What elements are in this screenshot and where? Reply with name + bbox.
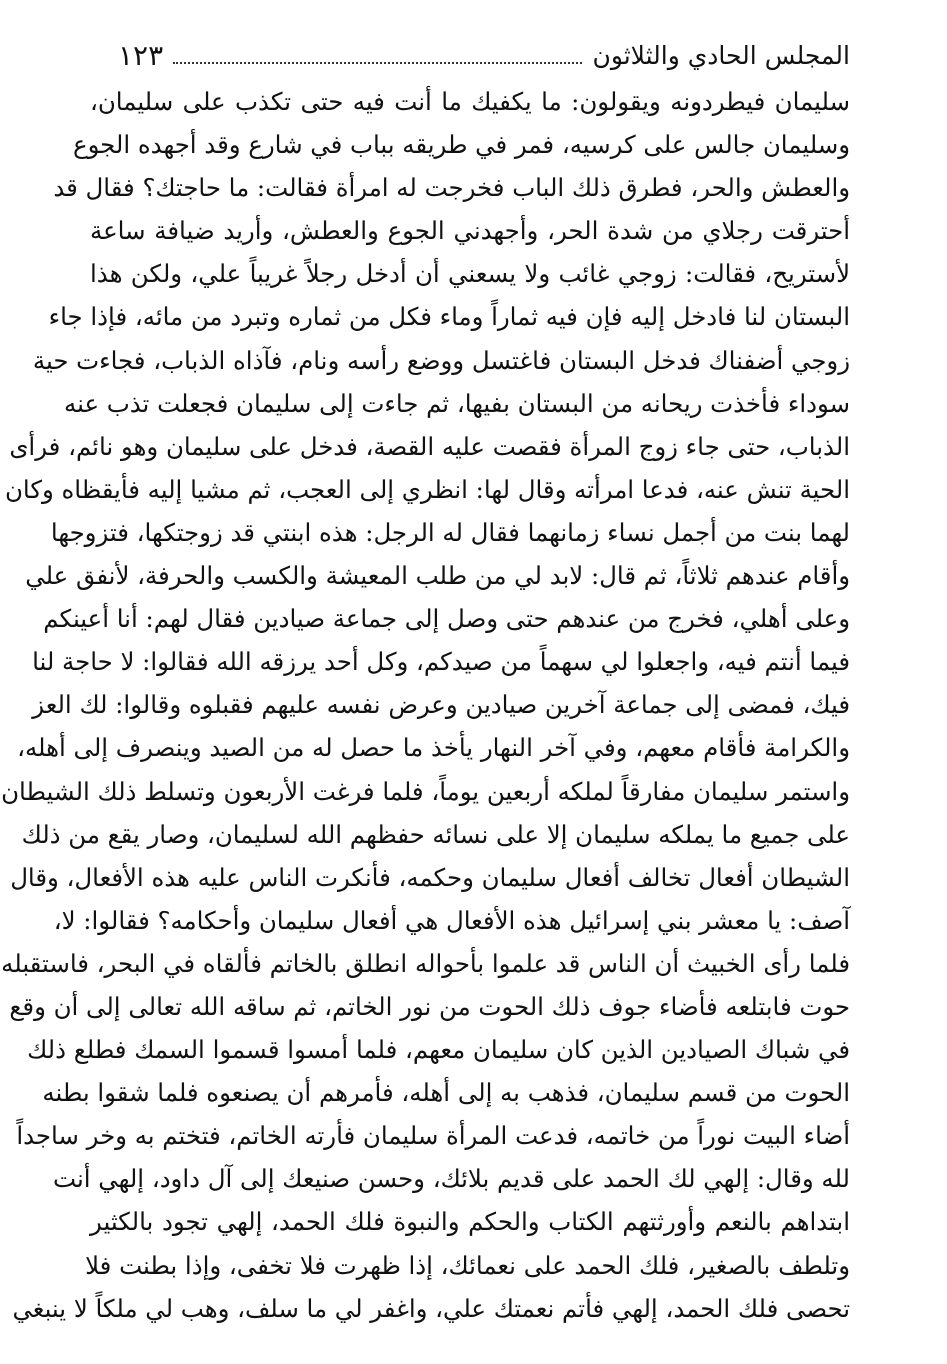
text-line: الحية تنش عنه، فدعا امرأته وقال لها: انظري إلى العجب، ثم مشيا إليه فأيقظاه وكان xyxy=(5,474,850,504)
text-line: لهما بنت من أجمل نساء زمانهما فقال له الرجل: هذه ابنتي قد زوجتكها، فتزوجها xyxy=(50,517,850,547)
page-number: ١٢٣ xyxy=(118,39,164,72)
text-line: سوداء فأخذت ريحانه من البستان بفيها، ثم جاءت إلى سليمان فجعلت تذب عنه xyxy=(64,388,850,418)
text-line: سليمان فيطردونه ويقولون: ما يكفيك ما أنت فيه حتى تكذب على سليمان، xyxy=(90,87,850,116)
running-header xyxy=(118,32,850,72)
text-line: لأستريح، فقالت: زوجي غائب ولا يسعني أن أدخل رجلاً غريباً علي، ولكن هذا xyxy=(90,259,850,289)
text-line: وعلى أهلي، فخرج من عندهم حتى وصل إلى جماعة صيادين فقال لهم: أنا أعينكم xyxy=(43,604,850,634)
text-line: فيما أنتم فيه، واجعلوا لي سهماً من صيدكم، وكل أحد يرزقه الله فقالوا: لا حاجة لنا xyxy=(32,647,850,677)
text-line: وسليمان جالس على كرسيه، فمر في طريقه بباب في شارع وقد أجهده الجوع xyxy=(73,130,850,160)
text-line: في شباك الصيادين الذين كان سليمان معهم، فلما أمسوا قسموا السمك فطلع ذلك xyxy=(27,1035,850,1065)
text-line: والعطش والحر، فطرق ذلك الباب فخرجت له امرأة فقالت: ما حاجتك؟ فقال قد xyxy=(53,173,850,203)
text-line: حوت فابتلعه فأضاء جوف ذلك الحوت من نور الخاتم، ثم ساقه الله تعالى إلى أن وقع xyxy=(9,991,850,1021)
text-line: الحوت من قسم سليمان، فذهب به إلى أهله، فأمرهم أن يصنعوه فلما شقوا بطنه xyxy=(42,1078,850,1108)
text-line: وتلطف بالصغير، فلك الحمد على نعمائك، إذا ظهرت فلا تخفى، وإذا بطنت فلا xyxy=(85,1250,850,1280)
text-line: أضاء البيت نوراً من خاتمه، فدعت المرأة سليمان فأرته الخاتم، فتختم به وخر ساجداً xyxy=(16,1121,850,1151)
leader-dots xyxy=(173,61,582,64)
text-line: الذباب، حتى جاء زوج المرأة فقصت عليه القصة، فدخل على سليمان وهو نائم، فرأى xyxy=(9,431,850,461)
text-line: على جميع ما يملكه سليمان إلا على نسائه حفظهم الله لسليمان، وصار يقع من ذلك xyxy=(21,819,850,849)
text-line: أحترقت رجلاي من شدة الحر، وأجهدني الجوع والعطش، وأريد ضيافة ساعة xyxy=(90,216,850,246)
text-line: ابتداهم بالنعم وأورثتهم الكتاب والحكم والنبوة فلك الحمد، إلهي تجود بالكثير xyxy=(90,1207,850,1237)
text-line: آصف: يا معشر بني إسرائيل هذه الأفعال هي أفعال سليمان وأحكامه؟ فقالوا: لا، xyxy=(53,905,850,935)
text-line: والكرامة فأقام معهم، وفي آخر النهار يأخذ ما حصل له من الصيد وينصرف إلى أهله، xyxy=(17,733,850,763)
text-line: فيك، فمضى إلى جماعة آخرين صيادين وعرض نفسه عليهم فقبلوه وقالوا: لك العز xyxy=(32,690,850,720)
text-line: زوجي أضفناك فدخل البستان فاغتسل ووضع رأسه ونام، فآذاه الذباب، فجاءت حية xyxy=(32,345,850,375)
chapter-title: المجلس الحادي والثلاثون xyxy=(592,41,850,70)
text-line: البستان لنا فادخل إليه فإن فيه ثماراً وماء فكل من ثماره وتبرد من مائه، فإذا جاء xyxy=(48,302,850,332)
text-line: لله وقال: إلهي لك الحمد على قديم بلائك، وحسن صنيعك إلى آل داود، إلهي أنت xyxy=(53,1164,850,1194)
text-line: فلما رأى الخبيث أن الناس قد علموا بأحواله انطلق بالخاتم فألقاه في البحر، فاستقبله xyxy=(1,948,850,978)
text-line: الشيطان أفعال تخالف أفعال سليمان وحكمه، فأنكرت الناس عليه هذه الأفعال، وقال xyxy=(10,862,850,892)
text-line: واستمر سليمان مفارقاً لملكه أربعين يوماً، فلما فرغت الأربعون وتسلط ذلك الشيطان xyxy=(1,776,850,806)
text-line: تحصى فلك الحمد، إلهي فأتم نعمتك علي، واغفر لي ما سلف، وهب لي ملكاً لا ينبغي xyxy=(12,1293,850,1323)
text-line: وأقام عندهم ثلاثاً، ثم قال: لابد لي من طلب المعيشة والكسب والحرفة، لأنفق علي xyxy=(25,561,850,591)
body-text xyxy=(1,80,850,1330)
